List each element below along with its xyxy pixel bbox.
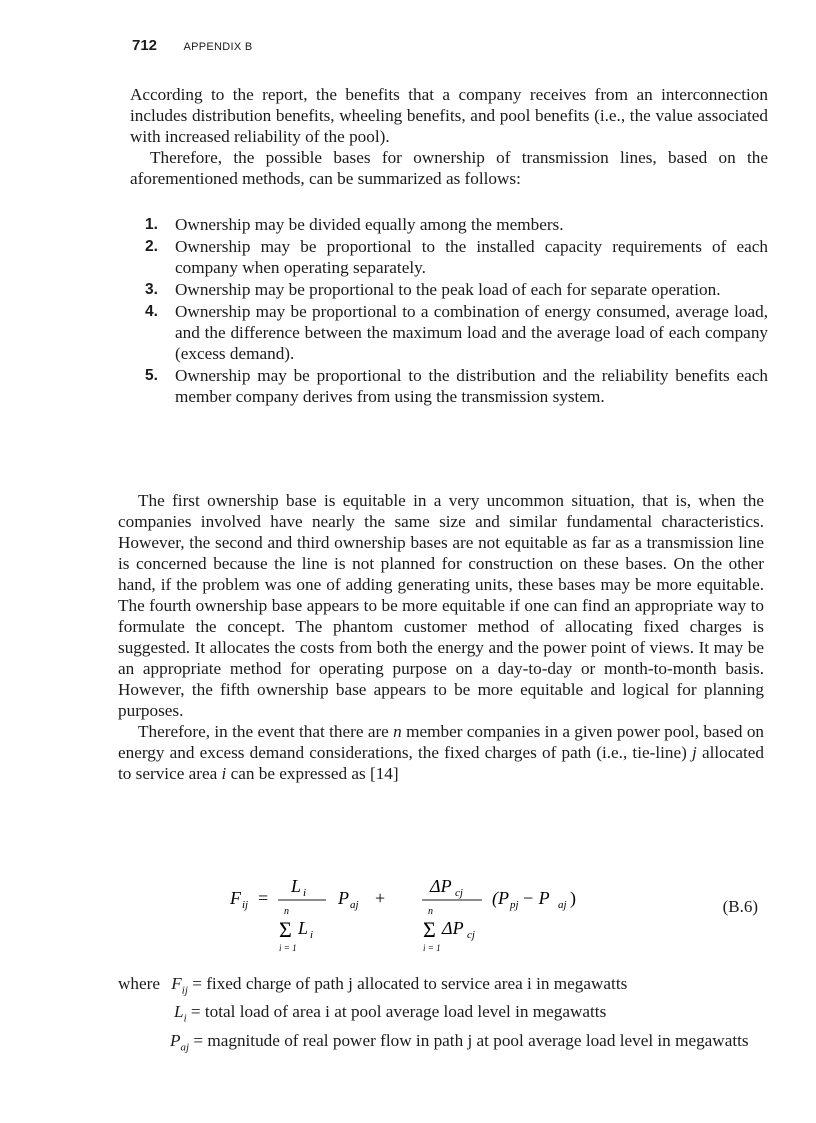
sum-symbol-1: Σ [279, 917, 292, 942]
def-symbol: F [171, 974, 182, 993]
ownership-bases-list [145, 214, 768, 408]
equation-svg [230, 870, 680, 955]
eq-den1: L [298, 918, 309, 938]
eq-close: ) [570, 888, 576, 908]
list-number: 2. [145, 238, 158, 255]
where-definitions [118, 973, 768, 1058]
def-text: = total load of area i at pool average load level in megawatts [190, 1002, 607, 1022]
para4-mid2: allocated to service area [118, 743, 764, 783]
where-label: where [118, 974, 160, 993]
para4-pre: Therefore, in the event that there are [138, 722, 394, 741]
eq-minus: − P [522, 888, 550, 908]
list-number: 1. [145, 216, 158, 233]
list-item [145, 301, 768, 364]
eq-den2-sub: cj [467, 929, 475, 941]
var-i: i [221, 764, 227, 783]
page-number: 712 [132, 37, 158, 54]
eq-term1-sub: aj [350, 899, 359, 911]
list-text: Ownership may be divided equally among the members. [175, 215, 564, 234]
eq-open: (P [492, 888, 509, 908]
list-text: Ownership may be proportional to a combination of energy consumed, average load, and the difference between the maximum load and the average load of each company (excess demand). [175, 302, 768, 363]
var-j: j [692, 743, 697, 762]
eq-den1-sub: i [310, 929, 314, 941]
def-text: = magnitude of real power flow in path j at pool average load level in megawatts [193, 1030, 749, 1050]
eq-den2: ΔP [442, 918, 464, 938]
list-number: 4. [145, 303, 158, 320]
list-item [145, 236, 768, 278]
definition-row [118, 973, 768, 1001]
definition-row [118, 1030, 768, 1058]
def-symbol: P [170, 1030, 181, 1050]
list-number: 3. [145, 281, 158, 298]
sum-top-1: n [284, 906, 289, 917]
paragraph-1: According to the report, the benefits that a company receives from an interconnection includes distribution benefits, wheeling benefits, and pool benefits (i.e., the value associated with increased reliability of the pool). [130, 85, 768, 146]
paragraph-4 [118, 721, 764, 784]
list-number: 5. [145, 367, 158, 384]
eq-lhs-sub: ij [242, 899, 249, 911]
list-item [145, 214, 768, 235]
page-header [132, 37, 253, 55]
eq-num1-sub: i [303, 887, 307, 899]
list-text: Ownership may be proportional to the distribution and the reliability benefits each member company derives from using the transmission system. [175, 366, 768, 406]
list-text: Ownership may be proportional to the installed capacity requirements of each company when operating separately. [175, 237, 768, 277]
eq-num2: ΔP [430, 876, 452, 896]
discussion-paragraphs [118, 490, 764, 784]
list-text: Ownership may be proportional to the peak load of each for separate operation. [175, 280, 721, 299]
paragraph-3: The first ownership base is equitable in a very uncommon situation, that is, when the companies involved have nearly the same size and similar fundamental characteristics. However, the second and third ownership bases are not equitable as far as a transmission line is concerned because the line is not planned for construction on these bases. On the other hand, if the problem was one of adding generating units, these bases may be more equitable. The fourth ownership base appears to be more equitable if one can find an appropriate way to formulate the concept. The phantom customer method of allocating fixed charges is suggested. It allocates the costs from both the energy and the power point of views. It may be an appropriate method for operating purpose on a day-to-day or month-to-month basis. However, the fifth ownership base appears to be more equitable and logical for planning purposes. [118, 491, 764, 720]
sum-bottom-2: i = 1 [423, 943, 441, 953]
sum-bottom-1: i = 1 [279, 943, 297, 953]
eq-num1: L [291, 876, 302, 896]
sum-top-2: n [428, 906, 433, 917]
list-item [145, 279, 768, 300]
eq-equals: = [258, 888, 269, 908]
def-text: = fixed charge of path j allocated to service area i in megawatts [192, 974, 628, 993]
def-symbol-sub: aj [180, 1041, 190, 1054]
eq-ppj-sub: pj [510, 899, 519, 911]
running-head: APPENDIX B [183, 41, 253, 53]
eq-paj-sub: aj [558, 899, 567, 911]
eq-term1: P [338, 888, 349, 908]
var-n: n [393, 722, 402, 741]
eq-lhs: F [230, 888, 241, 908]
list-item [145, 365, 768, 407]
def-symbol-sub: ij [181, 984, 188, 997]
def-symbol-sub: i [183, 1012, 187, 1025]
paragraph-2: Therefore, the possible bases for ownership of transmission lines, based on the aforementioned methods, can be summarized as follows: [130, 148, 768, 188]
eq-num2-sub: cj [455, 887, 463, 899]
sum-symbol-2: Σ [423, 917, 436, 942]
definition-row [118, 1001, 768, 1029]
equation-b6 [230, 870, 770, 955]
para4-mid1: member companies in a given power pool, based on energy and excess demand considerations, the fixed charges of path (i.e., tie-line) [118, 722, 765, 762]
def-symbol: L [174, 1002, 184, 1022]
equation-number: (B.6) [722, 897, 758, 916]
para4-post: can be expressed as [14] [226, 764, 399, 783]
eq-plus: + [375, 888, 386, 908]
intro-paragraphs [130, 84, 768, 189]
